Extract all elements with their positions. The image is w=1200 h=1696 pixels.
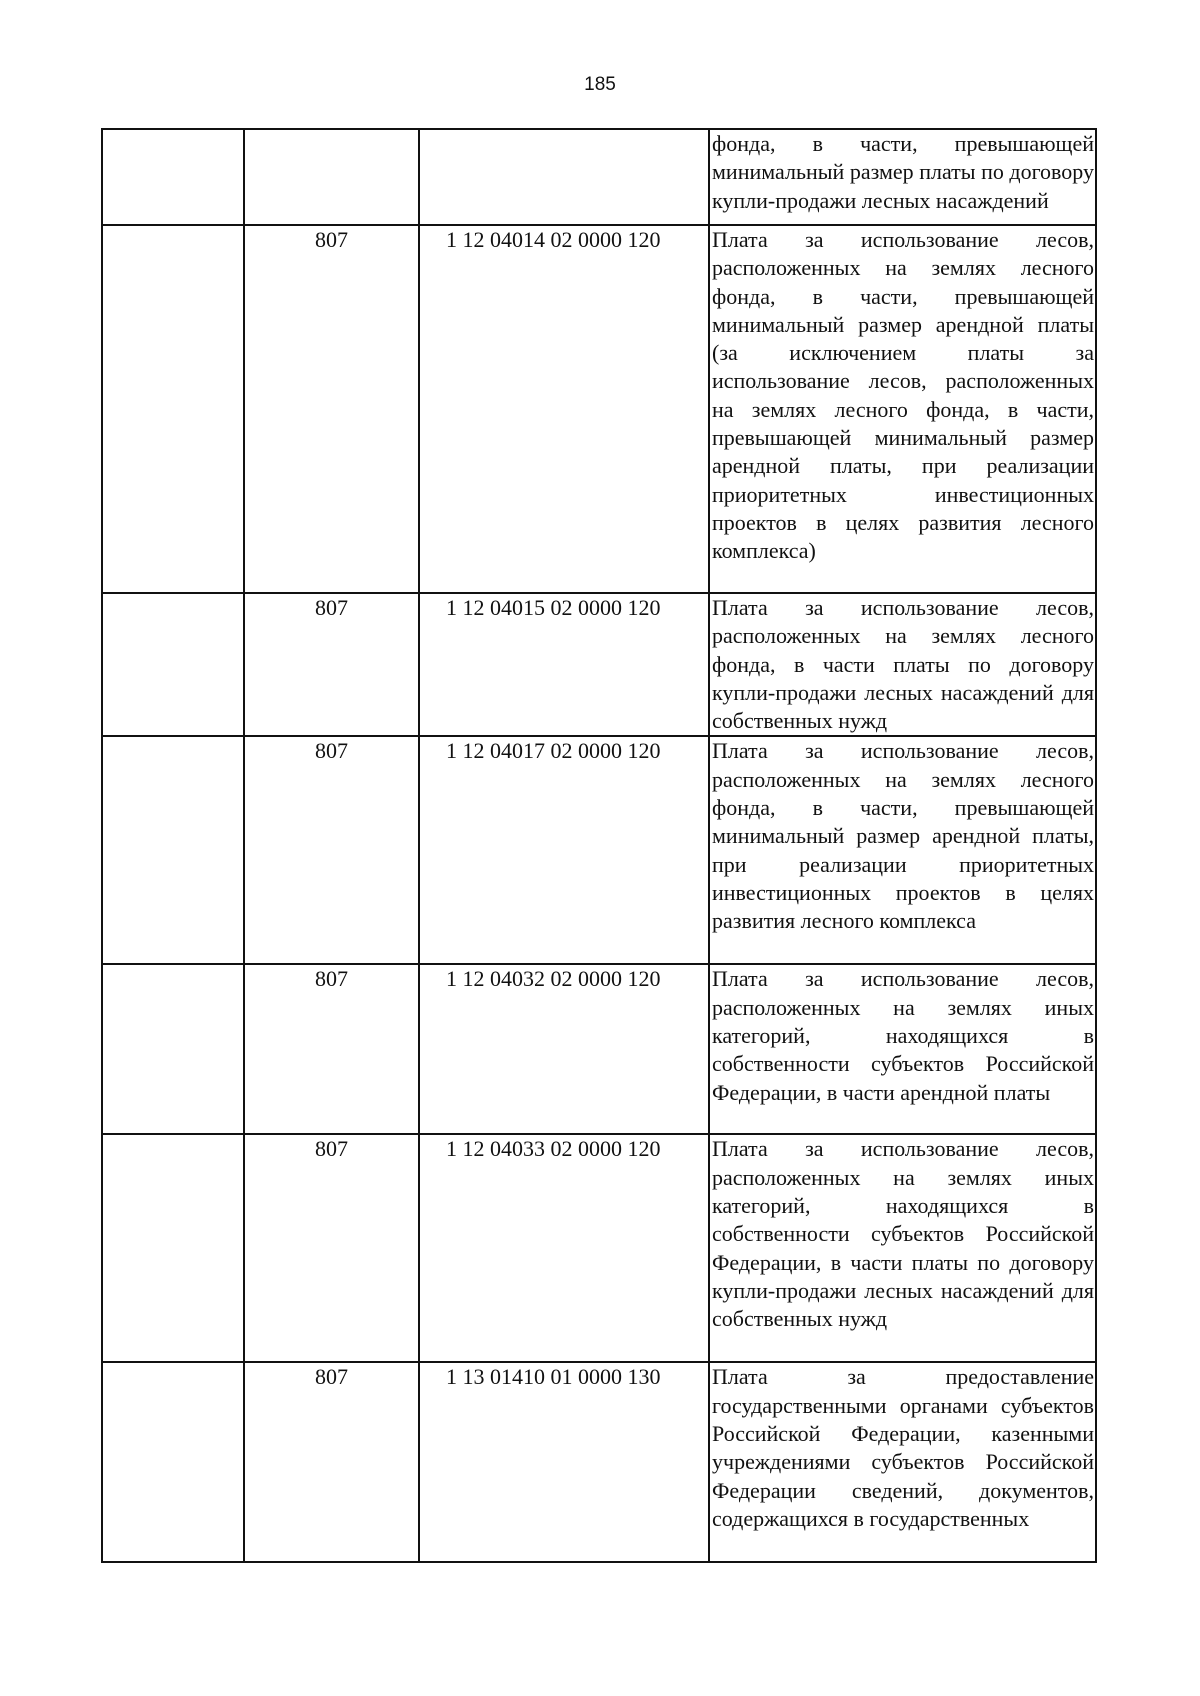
table-row (102, 1362, 1096, 1562)
table-row (102, 736, 1096, 964)
empty-cell (102, 736, 244, 964)
admin-code-cell (244, 964, 419, 1134)
admin-code-cell (244, 736, 419, 964)
empty-cell (102, 129, 244, 225)
budget-code-cell (419, 964, 709, 1134)
admin-code: 807 (315, 1136, 348, 1162)
description-cell (709, 225, 1096, 593)
empty-cell (102, 593, 244, 736)
budget-code: 1 12 04033 02 0000 120 (446, 1136, 661, 1162)
description-text: Плата за использование лесов, расположенных на землях иных категорий, находящихся в собственности субъектов Российской Федерации, в части арендной платы (712, 966, 1094, 1105)
description-cell (709, 736, 1096, 964)
table-row (102, 225, 1096, 593)
admin-code-cell (244, 1362, 419, 1562)
table-row (102, 964, 1096, 1134)
description-text: Плата за использование лесов, расположенных на землях лесного фонда, в части, превышающей минимальный размер арендной платы (за исключением платы за использование лесов, расположенных на землях лесного фонда, в части, превышающей минимальный размер арендной платы, при реализации приоритетных инвестиционных проектов в целях развития лесного комплекса) (712, 227, 1094, 564)
description-cell (709, 964, 1096, 1134)
budget-code-cell (419, 1134, 709, 1362)
admin-code: 807 (315, 1364, 348, 1390)
admin-code: 807 (315, 227, 348, 252)
description-cell (709, 1134, 1096, 1362)
description-cell (709, 593, 1096, 736)
empty-cell (102, 1134, 244, 1362)
description-text: Плата за использование лесов, расположенных на землях лесного фонда, в части платы по договору купли-продажи лесных насаждений для собственных нужд (712, 595, 1094, 734)
admin-code: 807 (315, 738, 348, 764)
budget-code-cell (419, 593, 709, 736)
admin-code-cell (244, 1134, 419, 1362)
revenue-codes-table (101, 128, 1097, 1563)
budget-code-cell (419, 225, 709, 593)
budget-code-cell (419, 736, 709, 964)
table-row (102, 129, 1096, 225)
admin-code: 807 (315, 595, 348, 620)
empty-cell (102, 964, 244, 1134)
description-cell (709, 1362, 1096, 1562)
table-row (102, 1134, 1096, 1362)
description-cell (709, 129, 1096, 225)
budget-code: 1 13 01410 01 0000 130 (446, 1364, 661, 1390)
page-number: 185 (584, 74, 616, 95)
budget-code: 1 12 04017 02 0000 120 (446, 738, 661, 764)
empty-cell (102, 1362, 244, 1562)
admin-code-cell (244, 225, 419, 593)
description-text: фонда, в части, превышающей минимальный размер платы по договору купли-продажи лесных насаждений (712, 131, 1094, 213)
description-text: Плата за предоставление государственными органами субъектов Российской Федерации, казенными учреждениями субъектов Российской Федерации сведений, документов, содержащихся в государственных (712, 1364, 1094, 1531)
admin-code-cell (244, 593, 419, 736)
description-text: Плата за использование лесов, расположенных на землях иных категорий, находящихся в собственности субъектов Российской Федерации, в части платы по договору купли-продажи лесных насаждений для собственных нужд (712, 1136, 1094, 1332)
admin-code: 807 (315, 966, 348, 992)
budget-code-cell (419, 129, 709, 225)
budget-code: 1 12 04015 02 0000 120 (446, 595, 661, 620)
budget-code-cell (419, 1362, 709, 1562)
description-text: Плата за использование лесов, расположенных на землях лесного фонда, в части, превышающей минимальный размер арендной платы, при реализации приоритетных инвестиционных проектов в целях развития лесного комплекса (712, 738, 1094, 934)
budget-code: 1 12 04032 02 0000 120 (446, 966, 661, 992)
budget-code: 1 12 04014 02 0000 120 (446, 227, 661, 252)
empty-cell (102, 225, 244, 593)
table-row (102, 593, 1096, 736)
admin-code-cell (244, 129, 419, 225)
